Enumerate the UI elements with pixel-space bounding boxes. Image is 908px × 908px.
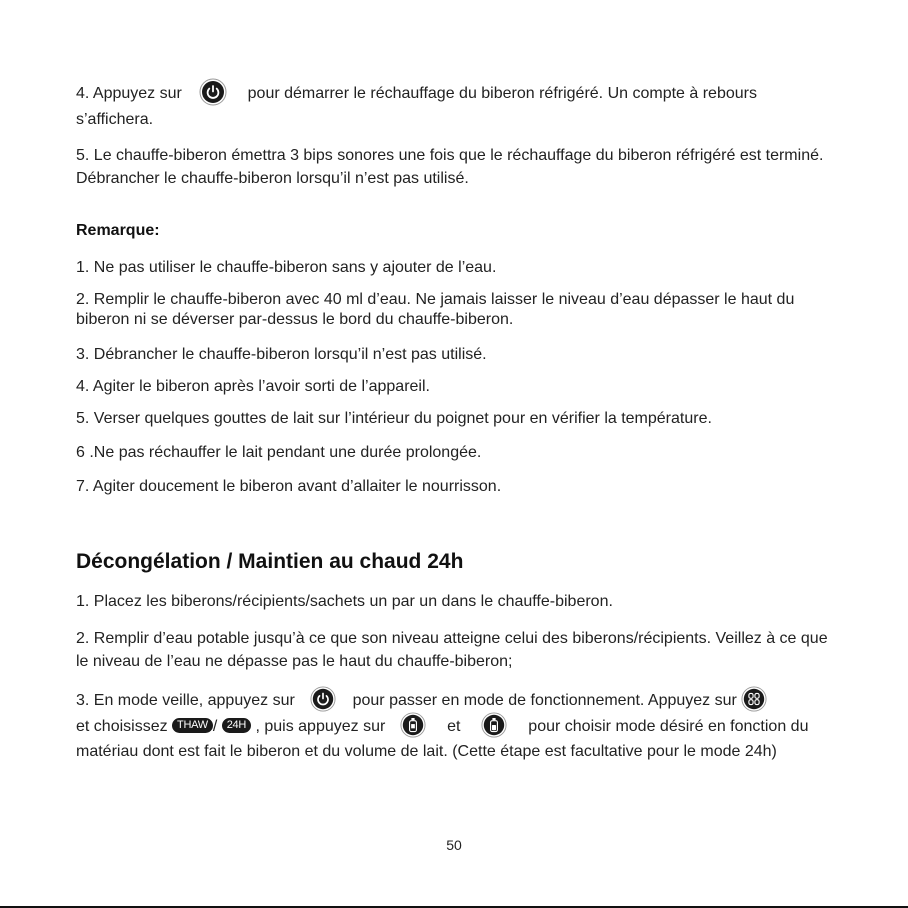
- step-4: [76, 80, 836, 131]
- page-number: 50: [446, 837, 462, 853]
- step-3-text-3: et choisissez: [76, 718, 168, 736]
- remarque-heading: Remarque:: [76, 222, 160, 239]
- step-3-slash: /: [212, 718, 218, 736]
- remarque-item-6: 6 .Ne pas réchauffer le lait pendant une durée prolongée.: [76, 444, 482, 461]
- thaw-mode-badge: THAW: [172, 718, 213, 733]
- remarque-item-5: 5. Verser quelques gouttes de lait sur l’intérieur du poignet pour en vérifier la température.: [76, 410, 712, 427]
- 24h-mode-badge: 24H: [222, 718, 251, 733]
- mode-icon: [741, 686, 767, 712]
- step-3-text-6: pour choisir mode désiré en fonction du matériau dont est fait le biberon et du volume de lait. (Cette étape est facultative pour le mode 24h): [76, 718, 809, 760]
- step-3-text-5: et: [447, 718, 461, 736]
- step-3-text-4: , puis appuyez sur: [255, 718, 386, 736]
- step-4-text-before: 4. Appuyez sur: [76, 85, 182, 103]
- bottle-material-icon: [400, 712, 426, 738]
- remarque-item-1: 1. Ne pas utiliser le chauffe-biberon sans y ajouter de l’eau.: [76, 259, 497, 276]
- step-3-text-1: 3. En mode veille, appuyez sur: [76, 692, 295, 710]
- remarque-item-4: 4. Agiter le biberon après l’avoir sorti de l’appareil.: [76, 378, 430, 395]
- remarque-item-2: 2. Remplir le chauffe-biberon avec 40 ml d’eau. Ne jamais laisser le niveau d’eau dépasser le haut du biberon ni se déverser par-dessus le bord du chauffe-biberon.: [76, 291, 795, 328]
- power-icon: [199, 78, 227, 106]
- power-icon: [310, 686, 336, 712]
- remarque-item-3: 3. Débrancher le chauffe-biberon lorsqu’il n’est pas utilisé.: [76, 346, 487, 363]
- section-step-1: 1. Placez les biberons/récipients/sachets un par un dans le chauffe-biberon.: [76, 593, 613, 610]
- section-step-2: 2. Remplir d’eau potable jusqu’à ce que son niveau atteigne celui des biberons/récipients. Veillez à ce que le niveau de l’eau ne dépasse pas le haut du chauffe-biberon;: [76, 630, 828, 670]
- step-5: 5. Le chauffe-biberon émettra 3 bips sonores une fois que le réchauffage du biberon réfrigéré est terminé. Débrancher le chauffe-biberon lorsqu’il n’est pas utilisé.: [76, 147, 824, 187]
- step-3-text-2: pour passer en mode de fonctionnement. Appuyez sur: [352, 692, 737, 710]
- section-title: Décongélation / Maintien au chaud 24h: [76, 550, 464, 573]
- section-step-3: [76, 688, 851, 763]
- bottle-volume-icon: [481, 712, 507, 738]
- remarque-item-7: 7. Agiter doucement le biberon avant d’allaiter le nourrisson.: [76, 478, 502, 495]
- step-4-text-after: pour démarrer le réchauffage du biberon réfrigéré. Un compte à rebours s’affichera.: [76, 85, 757, 128]
